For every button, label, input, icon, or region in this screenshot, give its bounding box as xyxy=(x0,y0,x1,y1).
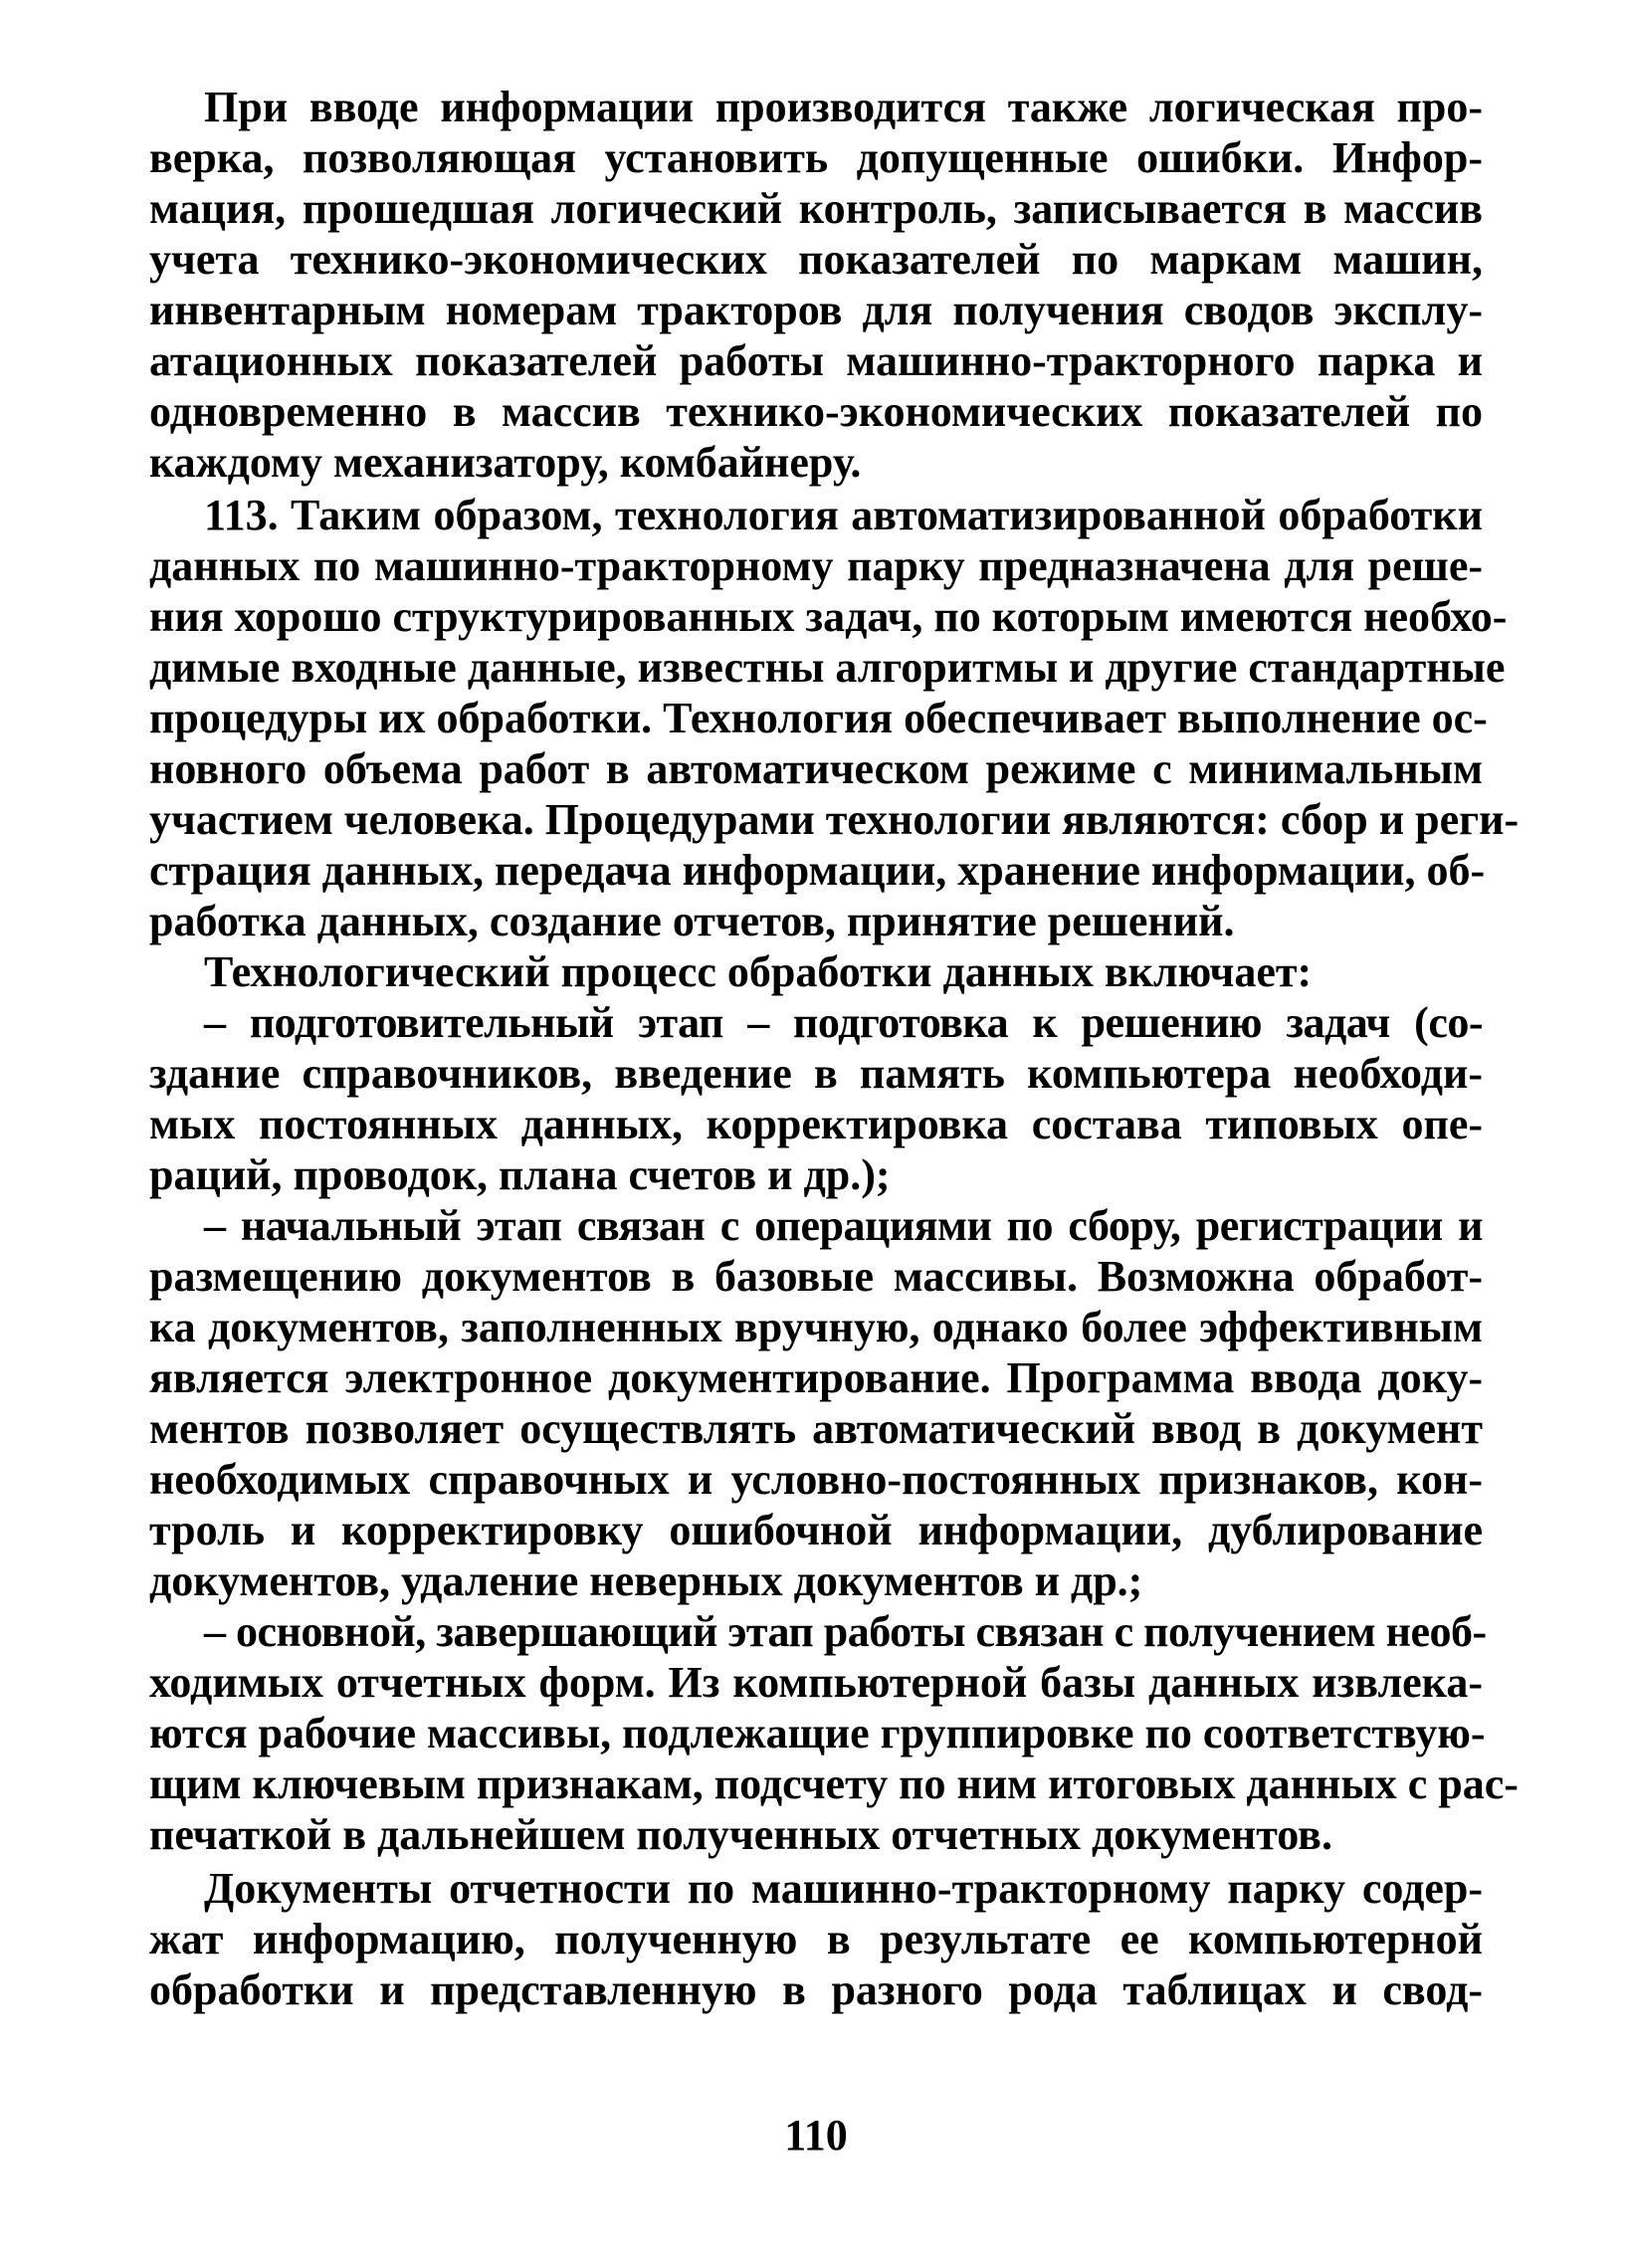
text-line: документов, удаление неверных документов и др.; xyxy=(149,1556,1143,1605)
text-line: учета технико-экономических показателей по маркам машин, xyxy=(149,235,1483,284)
text-line: жат информацию, полученную в результате ее компьютерной xyxy=(149,1915,1483,1963)
text-line: данных по машинно-тракторному парку предназначена для реше- xyxy=(149,541,1483,590)
text-line: Технологический процесс обработки данных включает: xyxy=(204,947,1313,996)
text-line: обработки и представленную в разного рода таблицах и свод- xyxy=(149,1965,1483,2014)
text-line: При вводе информации производится также логическая про- xyxy=(204,83,1483,131)
text-line: необходимых справочных и условно-постоянных признаков, кон- xyxy=(149,1455,1483,1504)
text-line: ния хорошо структурированных задач, по которым имеются необхо- xyxy=(149,592,1508,641)
text-line: троль и корректировку ошибочной информации, дублирование xyxy=(149,1506,1483,1554)
text-line: атационных показателей работы машинно-тракторного парка и xyxy=(149,336,1483,385)
paragraph-113-line: 113. Таким образом, технология автоматизированной обработки xyxy=(204,491,1483,539)
text-line: раций, проводок, плана счетов и др.); xyxy=(149,1150,891,1199)
text-line: мых постоянных данных, корректировка состава типовых опе- xyxy=(149,1100,1483,1148)
text-line: новного объема работ в автоматическом режиме с минимальным xyxy=(149,744,1483,793)
text-line: ментов позволяет осуществлять автоматический ввод в документ xyxy=(149,1404,1483,1453)
preparatory-stage-line: – подготовительный этап – подготовка к решению задач (со- xyxy=(204,998,1483,1047)
text-line: здание справочников, введение в память компьютера необходи- xyxy=(149,1049,1483,1098)
text-line: участием человека. Процедурами технологии являются: сбор и реги- xyxy=(149,795,1520,844)
text-line: процедуры их обработки. Технология обеспечивает выполнение ос- xyxy=(149,694,1488,742)
text-line: работка данных, создание отчетов, принятие решений. xyxy=(149,897,1235,945)
text-line: одновременно в массив технико-экономических показателей по xyxy=(149,387,1483,436)
text-line: верка, позволяющая установить допущенные ошибки. Инфор- xyxy=(149,133,1483,182)
text-line: ются рабочие массивы, подлежащие группировке по соответствую- xyxy=(149,1709,1486,1757)
text-line: инвентарным номерам тракторов для получения сводов эксплу- xyxy=(149,286,1483,334)
text-line: щим ключевым признакам, подсчету по ним итоговых данных с рас- xyxy=(149,1759,1519,1808)
document-page xyxy=(149,0,1520,2268)
text-line: мация, прошедшая логический контроль, записывается в массив xyxy=(149,184,1483,233)
text-line: размещению документов в базовые массивы. Возможна обработ- xyxy=(149,1252,1483,1301)
text-line: печаткой в дальнейшем полученных отчетных документов. xyxy=(149,1810,1332,1859)
text-line: ходимых отчетных форм. Из компьютерной базы данных извлека- xyxy=(149,1658,1483,1707)
text-line: является электронное документирование. Программа ввода доку- xyxy=(149,1353,1483,1402)
initial-stage-line: – начальный этап связан с операциями по сбору, регистрации и xyxy=(204,1201,1483,1250)
text-line: ка документов, заполненных вручную, однако более эффективным xyxy=(149,1303,1483,1351)
final-stage-line: – основной, завершающий этап работы связан с получением необ- xyxy=(204,1607,1487,1656)
text-line: димые входные данные, известны алгоритмы и другие стандартные xyxy=(149,643,1506,692)
text-line: страция данных, передача информации, хранение информации, об- xyxy=(149,846,1486,895)
text-line: Документы отчетности по машинно-тракторному парку содер- xyxy=(204,1864,1483,1913)
page-number: 110 xyxy=(784,2111,848,2160)
text-line: каждому механизатору, комбайнеру. xyxy=(149,438,862,487)
